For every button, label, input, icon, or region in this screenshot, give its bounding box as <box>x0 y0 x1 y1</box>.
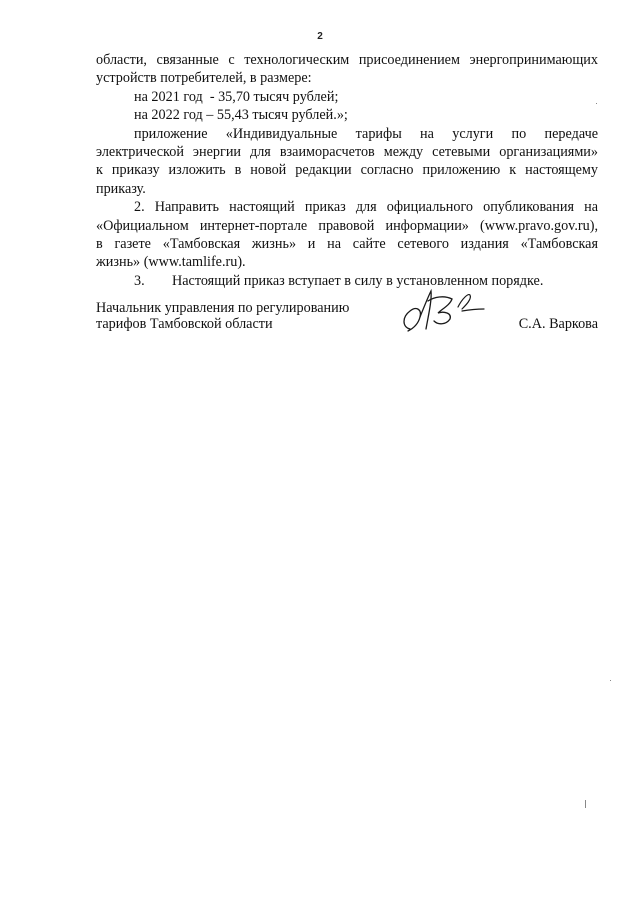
signatory-title-line-2: тарифов Тамбовской области <box>96 316 273 332</box>
tariff-2022-line: на 2022 год – 55,43 тысяч рублей.»; <box>134 107 348 124</box>
paragraph-2-line-3: к приказу изложить в новой редакции согласно приложению к настоящему <box>96 162 598 179</box>
signatory-title-line-1: Начальник управления по регулированию <box>96 300 350 316</box>
paragraph-3-line-1: 2. Направить настоящий приказ для официального опубликования на <box>134 199 598 216</box>
paragraph-2-line-4: приказу. <box>96 180 146 197</box>
document-body <box>96 51 598 290</box>
paragraph-3-line-2: «Официальном интернет-портале правовой информации» (www.pravo.gov.ru), <box>96 217 598 234</box>
paragraph-2-line-1: приложение «Индивидуальные тарифы на услуги по передаче <box>134 125 598 142</box>
signatory-title <box>96 300 349 332</box>
paragraph-1-line-2: устройств потребителей, в размере: <box>96 70 312 87</box>
page-number: 2 <box>317 31 323 42</box>
handwritten-signature <box>398 287 488 337</box>
item-3-text: Настоящий приказ вступает в силу в установленном порядке. <box>172 272 544 289</box>
paragraph-3-line-4: жизнь» (www.tamlife.ru). <box>96 254 246 271</box>
scan-speck <box>610 680 611 681</box>
paragraph-3-line-3: в газете «Тамбовская жизнь» и на сайте сетевого издания «Тамбовская <box>96 235 598 252</box>
item-3-number: 3. <box>134 272 145 289</box>
signatory-name: С.А. Варкова <box>518 316 598 332</box>
paragraph-2-line-2: электрической энергии для взаиморасчетов между сетевыми организациями» <box>96 143 598 160</box>
scan-speck <box>585 800 586 808</box>
scan-speck <box>596 103 597 104</box>
paragraph-4-line <box>96 272 598 290</box>
paragraph-1-line-1: области, связанные с технологическим присоединением энергопринимающих <box>96 52 598 68</box>
tariff-2021-line: на 2021 год - 35,70 тысяч рублей; <box>134 88 339 105</box>
